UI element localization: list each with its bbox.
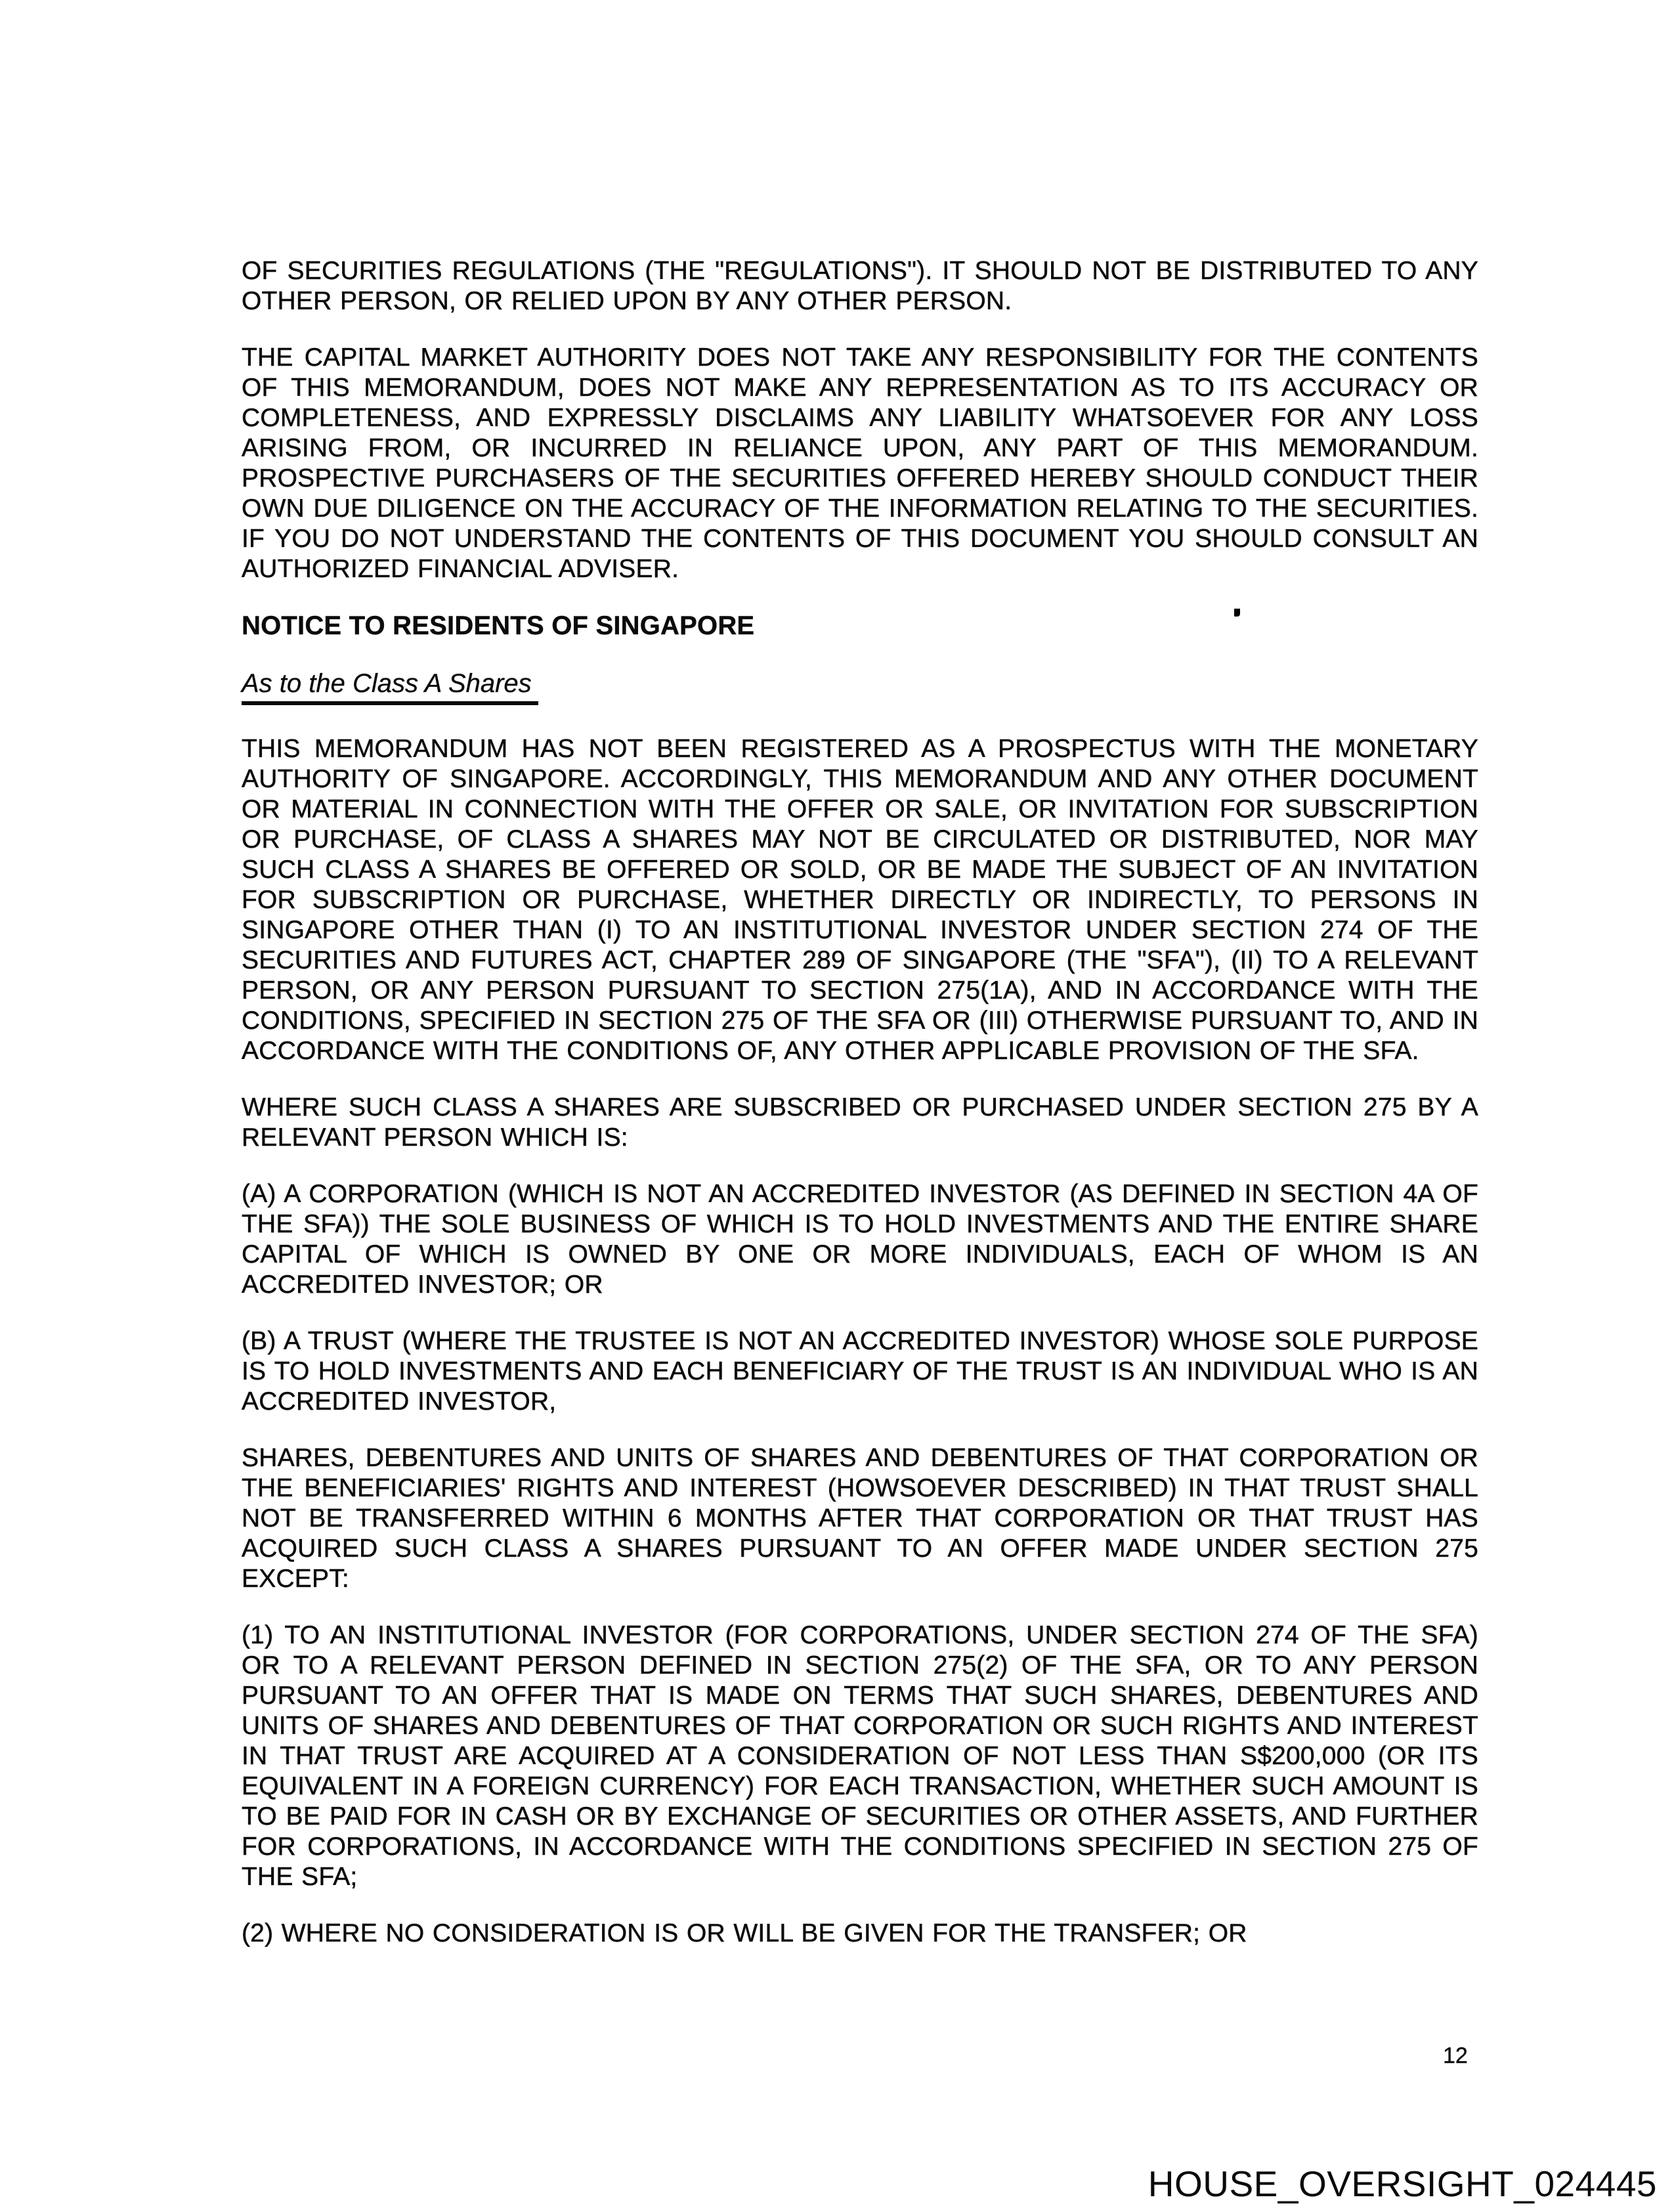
bates-stamp: HOUSE_OVERSIGHT_024445 xyxy=(1148,2163,1657,2204)
paragraph-shares-debentures-transfer-restriction: SHARES, DEBENTURES AND UNITS OF SHARES AND DEBENTURES OF THAT CORPORATION OR THE BENEFICIARIES' RIGHTS AND INTEREST (HOWSOEVER DESCRIBED) IN THAT TRUST SHALL NOT BE TRANSFERRED WITHIN 6 MONTHS AFTER THAT CORPORATION OR THAT TRUST HAS ACQUIRED SUCH CLASS A SHARES PURSUANT TO AN OFFER MADE UNDER SECTION 275 EXCEPT: xyxy=(242,1444,1478,1593)
paragraph-exception-2-no-consideration: (2) WHERE NO CONSIDERATION IS OR WILL BE GIVEN FOR THE TRANSFER; OR xyxy=(242,1919,1247,1947)
page-number: 12 xyxy=(1443,2043,1468,2068)
subsection-heading-class-a-shares: As to the Class A Shares xyxy=(242,668,538,705)
paragraph-where-subscribed-section-275: WHERE SUCH CLASS A SHARES ARE SUBSCRIBED OR PURCHASED UNDER SECTION 275 BY A RELEVANT PERSON WHICH IS: xyxy=(242,1093,1478,1152)
subsection-heading-wrap xyxy=(242,668,1478,705)
paragraph-exception-1-institutional-investor: (1) TO AN INSTITUTIONAL INVESTOR (FOR CORPORATIONS, UNDER SECTION 274 OF THE SFA) OR TO A RELEVANT PERSON DEFINED IN SECTION 275(2) OF THE SFA, OR TO ANY PERSON PURSUANT TO AN OFFER THAT IS MADE ON TERMS THAT SUCH SHARES, DEBENTURES AND UNITS OF SHARES AND DEBENTURES OF THAT CORPORATION OR SUCH RIGHTS AND INTEREST IN THAT TRUST ARE ACQUIRED AT A CONSIDERATION OF NOT LESS THAN S$200,000 (OR ITS EQUIVALENT IN A FOREIGN CURRENCY) FOR EACH TRANSACTION, WHETHER SUCH AMOUNT IS TO BE PAID FOR IN CASH OR BY EXCHANGE OF SECURITIES OR OTHER ASSETS, AND FURTHER FOR CORPORATIONS, IN ACCORDANCE WITH THE CONDITIONS SPECIFIED IN SECTION 275 OF THE SFA; xyxy=(242,1621,1478,1891)
paragraph-capital-market-authority-disclaimer: THE CAPITAL MARKET AUTHORITY DOES NOT TAKE ANY RESPONSIBILITY FOR THE CONTENTS OF THIS MEMORANDUM, DOES NOT MAKE ANY REPRESENTATION AS TO ITS ACCURACY OR COMPLETENESS, AND EXPRESSLY DISCLAIMS ANY LIABILITY WHATSOEVER FOR ANY LOSS ARISING FROM, OR INCURRED IN RELIANCE UPON, ANY PART OF THIS MEMORANDUM. PROSPECTIVE PURCHASERS OF THE SECURITIES OFFERED HEREBY SHOULD CONDUCT THEIR OWN DUE DILIGENCE ON THE ACCURACY OF THE INFORMATION RELATING TO THE SECURITIES. IF YOU DO NOT UNDERSTAND THE CONTENTS OF THIS DOCUMENT YOU SHOULD CONSULT AN AUTHORIZED FINANCIAL ADVISER. xyxy=(242,343,1478,583)
paragraph-regulations-distribution: OF SECURITIES REGULATIONS (THE "REGULATIONS"). IT SHOULD NOT BE DISTRIBUTED TO ANY OTHER PERSON, OR RELIED UPON BY ANY OTHER PERSON. xyxy=(242,257,1478,315)
scan-artifact-mark xyxy=(1234,609,1240,617)
document-body xyxy=(242,256,1478,1975)
paragraph-item-b-trust: (B) A TRUST (WHERE THE TRUSTEE IS NOT AN ACCREDITED INVESTOR) WHOSE SOLE PURPOSE IS TO HOLD INVESTMENTS AND EACH BENEFICIARY OF THE TRUST IS AN INDIVIDUAL WHO IS AN ACCREDITED INVESTOR, xyxy=(242,1327,1478,1416)
paragraph-item-a-corporation: (A) A CORPORATION (WHICH IS NOT AN ACCREDITED INVESTOR (AS DEFINED IN SECTION 4A OF THE SFA)) THE SOLE BUSINESS OF WHICH IS TO HOLD INVESTMENTS AND THE ENTIRE SHARE CAPITAL OF WHICH IS OWNED BY ONE OR MORE INDIVIDUALS, EACH OF WHOM IS AN ACCREDITED INVESTOR; OR xyxy=(242,1180,1478,1299)
section-heading-notice-singapore: NOTICE TO RESIDENTS OF SINGAPORE xyxy=(242,611,755,640)
paragraph-memorandum-not-registered: THIS MEMORANDUM HAS NOT BEEN REGISTERED AS A PROSPECTUS WITH THE MONETARY AUTHORITY OF SINGAPORE. ACCORDINGLY, THIS MEMORANDUM AND ANY OTHER DOCUMENT OR MATERIAL IN CONNECTION WITH THE OFFER OR SALE, OR INVITATION FOR SUBSCRIPTION OR PURCHASE, OF CLASS A SHARES MAY NOT BE CIRCULATED OR DISTRIBUTED, NOR MAY SUCH CLASS A SHARES BE OFFERED OR SOLD, OR BE MADE THE SUBJECT OF AN INVITATION FOR SUBSCRIPTION OR PURCHASE, WHETHER DIRECTLY OR INDIRECTLY, TO PERSONS IN SINGAPORE OTHER THAN (I) TO AN INSTITUTIONAL INVESTOR UNDER SECTION 274 OF THE SECURITIES AND FUTURES ACT, CHAPTER 289 OF SINGAPORE (THE "SFA"), (II) TO A RELEVANT PERSON, OR ANY PERSON PURSUANT TO SECTION 275(1A), AND IN ACCORDANCE WITH THE CONDITIONS, SPECIFIED IN SECTION 275 OF THE SFA OR (III) OTHERWISE PURSUANT TO, AND IN ACCORDANCE WITH THE CONDITIONS OF, ANY OTHER APPLICABLE PROVISION OF THE SFA. xyxy=(242,735,1478,1065)
